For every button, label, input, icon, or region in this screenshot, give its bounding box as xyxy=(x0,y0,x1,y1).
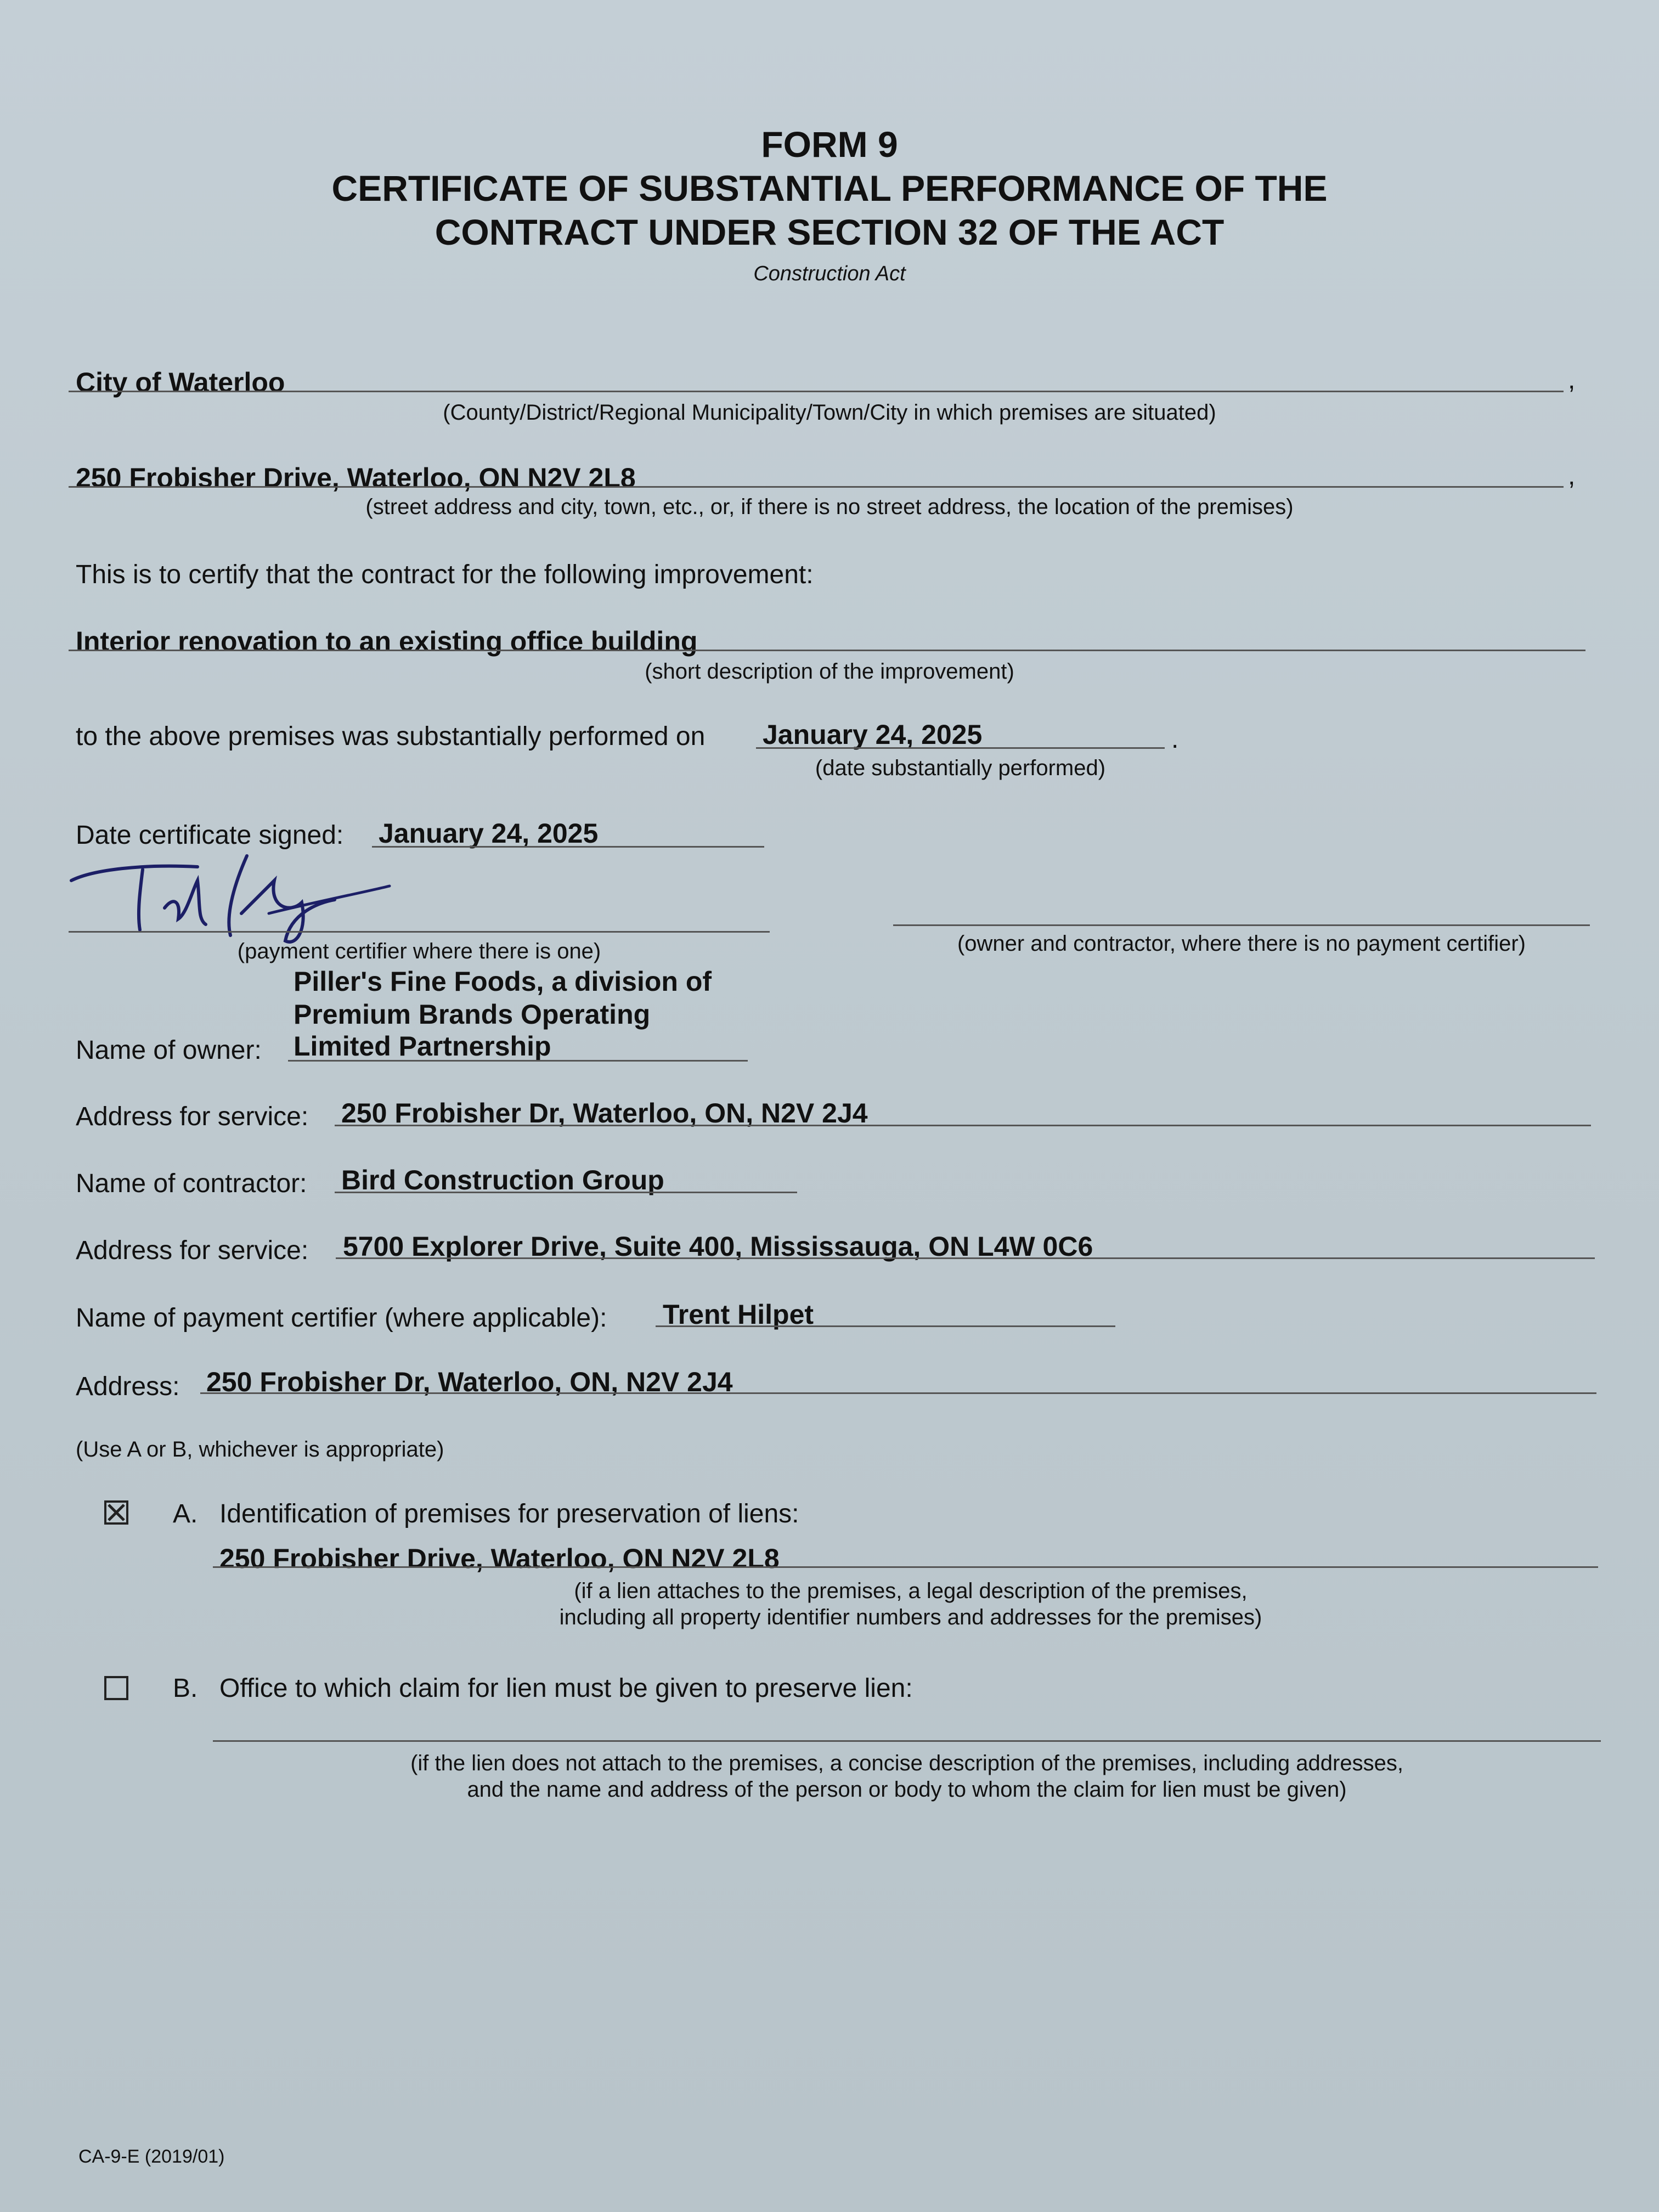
option-a-caption-line1: (if a lien attaches to the premises, a legal description of the premises, xyxy=(574,1579,1248,1603)
owner-line xyxy=(288,1060,748,1062)
form-number: FORM 9 xyxy=(761,124,898,165)
payment-certifier-label: Name of payment certifier (where applicable): xyxy=(76,1304,607,1333)
owner-name-line1: Piller's Fine Foods, a division of xyxy=(294,966,712,997)
certifier-address-value: 250 Frobisher Dr, Waterloo, ON, N2V 2J4 xyxy=(206,1367,733,1397)
option-b-line xyxy=(213,1740,1601,1742)
form-code: CA-9-E (2019/01) xyxy=(78,2146,225,2167)
contractor-label: Name of contractor: xyxy=(76,1169,307,1198)
owner-label: Name of owner: xyxy=(76,1036,262,1065)
form-title-line2: CONTRACT UNDER SECTION 32 OF THE ACT xyxy=(435,212,1224,252)
option-b-letter: B. xyxy=(173,1674,198,1703)
certify-text: This is to certify that the contract for the following improvement: xyxy=(76,560,814,589)
performed-date-value: January 24, 2025 xyxy=(763,719,983,750)
payment-certifier-caption: (payment certifier where there is one) xyxy=(237,939,601,963)
option-a-label: Identification of premises for preservation of liens: xyxy=(219,1499,799,1528)
performed-date-line xyxy=(756,747,1165,749)
comma-mark-2: , xyxy=(1568,461,1576,490)
contractor-service-line xyxy=(336,1257,1595,1259)
option-a-checkbox[interactable] xyxy=(104,1500,128,1525)
payment-certifier-value: Trent Hilpet xyxy=(663,1299,814,1330)
period-mark: . xyxy=(1171,725,1179,754)
improvement-line xyxy=(69,650,1585,651)
option-a-caption-line2: including all property identifier numbers and addresses for the premises) xyxy=(559,1605,1262,1629)
owner-service-line xyxy=(335,1125,1591,1126)
option-b-checkbox[interactable] xyxy=(104,1676,128,1700)
municipality-caption: (County/District/Regional Municipality/Town/City in which premises are situated) xyxy=(443,400,1216,425)
owner-service-label: Address for service: xyxy=(76,1102,309,1131)
contractor-service-value: 5700 Explorer Drive, Suite 400, Mississauga, ON L4W 0C6 xyxy=(343,1231,1093,1262)
payment-certifier-signature xyxy=(60,848,411,952)
contractor-service-label: Address for service: xyxy=(76,1236,309,1265)
performed-label: to the above premises was substantially performed on xyxy=(76,722,706,751)
contractor-line xyxy=(335,1192,797,1193)
act-name: Construction Act xyxy=(753,262,906,285)
owner-name-line2: Premium Brands Operating xyxy=(294,999,651,1030)
form-title-line1: CERTIFICATE OF SUBSTANTIAL PERFORMANCE OF THE xyxy=(331,168,1328,208)
option-a-letter: A. xyxy=(173,1499,198,1528)
option-a-value: 250 Frobisher Drive, Waterloo, ON N2V 2L8 xyxy=(219,1543,780,1574)
municipality-line xyxy=(69,391,1564,392)
comma-mark: , xyxy=(1568,365,1576,394)
contractor-value: Bird Construction Group xyxy=(341,1165,664,1195)
signed-label: Date certificate signed: xyxy=(76,821,344,850)
option-a-line xyxy=(213,1566,1598,1568)
option-b-label: Office to which claim for lien must be given to preserve lien: xyxy=(219,1674,913,1703)
option-b-caption-line1: (if the lien does not attach to the premises, a concise description of the premises, including addresses, xyxy=(410,1751,1403,1775)
improvement-caption: (short description of the improvement) xyxy=(645,659,1014,684)
owner-name-line3: Limited Partnership xyxy=(294,1031,551,1062)
premises-address-caption: (street address and city, town, etc., or, if there is no street address, the location of the premises) xyxy=(365,495,1294,519)
certifier-address-line xyxy=(200,1392,1596,1394)
signed-date-value: January 24, 2025 xyxy=(379,818,599,849)
use-a-or-b-note: (Use A or B, whichever is appropriate) xyxy=(76,1437,444,1462)
improvement-value: Interior renovation to an existing office building xyxy=(76,626,698,657)
checkmark-x-icon xyxy=(106,1503,126,1522)
signed-date-line xyxy=(372,846,764,848)
premises-address-value: 250 Frobisher Drive, Waterloo, ON N2V 2L8 xyxy=(76,462,636,493)
option-b-caption-line2: and the name and address of the person or body to whom the claim for lien must be given) xyxy=(467,1778,1347,1802)
owner-service-value: 250 Frobisher Dr, Waterloo, ON, N2V 2J4 xyxy=(341,1098,868,1128)
owner-contractor-caption: (owner and contractor, where there is no payment certifier) xyxy=(957,932,1526,956)
certifier-address-label: Address: xyxy=(76,1372,180,1401)
performed-caption: (date substantially performed) xyxy=(815,756,1106,780)
municipality-value: City of Waterloo xyxy=(76,367,285,398)
owner-contractor-signature-line xyxy=(893,924,1590,926)
payment-certifier-line xyxy=(656,1325,1115,1327)
payment-certifier-signature-line xyxy=(69,931,770,933)
premises-address-line xyxy=(69,486,1564,488)
